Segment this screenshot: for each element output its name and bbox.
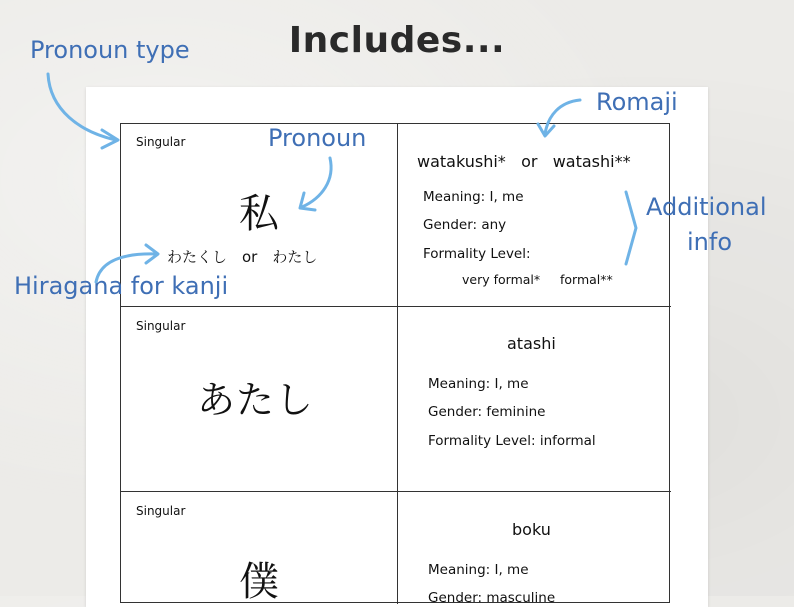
callout-additional-info: Additional: [646, 193, 767, 221]
pronoun-type-arrow-icon: [48, 74, 116, 140]
romaji-text: watakushi* or watashi**: [417, 152, 631, 171]
meaning-text: Meaning: I, me: [428, 562, 529, 578]
gender-text: Gender: feminine: [428, 404, 546, 420]
formality-detail-text: very formal* formal**: [462, 272, 613, 287]
meaning-text: Meaning: I, me: [428, 376, 529, 392]
formality-text: Formality Level:: [423, 246, 531, 262]
formality-text: Formality Level: informal: [428, 433, 596, 449]
pronoun-kana: あたし: [197, 378, 315, 422]
gender-text: Gender: masculine: [428, 590, 556, 606]
callout-romaji: Romaji: [596, 88, 678, 116]
callout-pronoun: Pronoun: [268, 124, 367, 152]
pronoun-type-label: Singular: [136, 504, 186, 518]
headline: Includes...: [288, 20, 506, 61]
meaning-text: Meaning: I, me: [423, 189, 524, 205]
pronoun-hiragana: わたくし or わたし: [167, 248, 318, 266]
romaji-text: boku: [512, 520, 551, 539]
pronoun-kanji: 僕: [239, 559, 279, 605]
additional-info-bracket-icon: [626, 192, 636, 264]
pronoun-kanji: 私: [239, 191, 279, 237]
callout-hiragana-for-kanji: Hiragana for kanji: [14, 272, 229, 300]
pronoun-arrow-icon: [302, 158, 331, 207]
hiragana-arrow-icon: [96, 254, 156, 282]
callout-additional-info-2: info: [687, 228, 733, 256]
callout-pronoun-type: Pronoun type: [30, 36, 190, 64]
romaji-text: atashi: [507, 334, 556, 353]
gender-text: Gender: any: [423, 217, 507, 233]
pronoun-type-label: Singular: [136, 319, 186, 333]
pronoun-type-label: Singular: [136, 135, 186, 149]
